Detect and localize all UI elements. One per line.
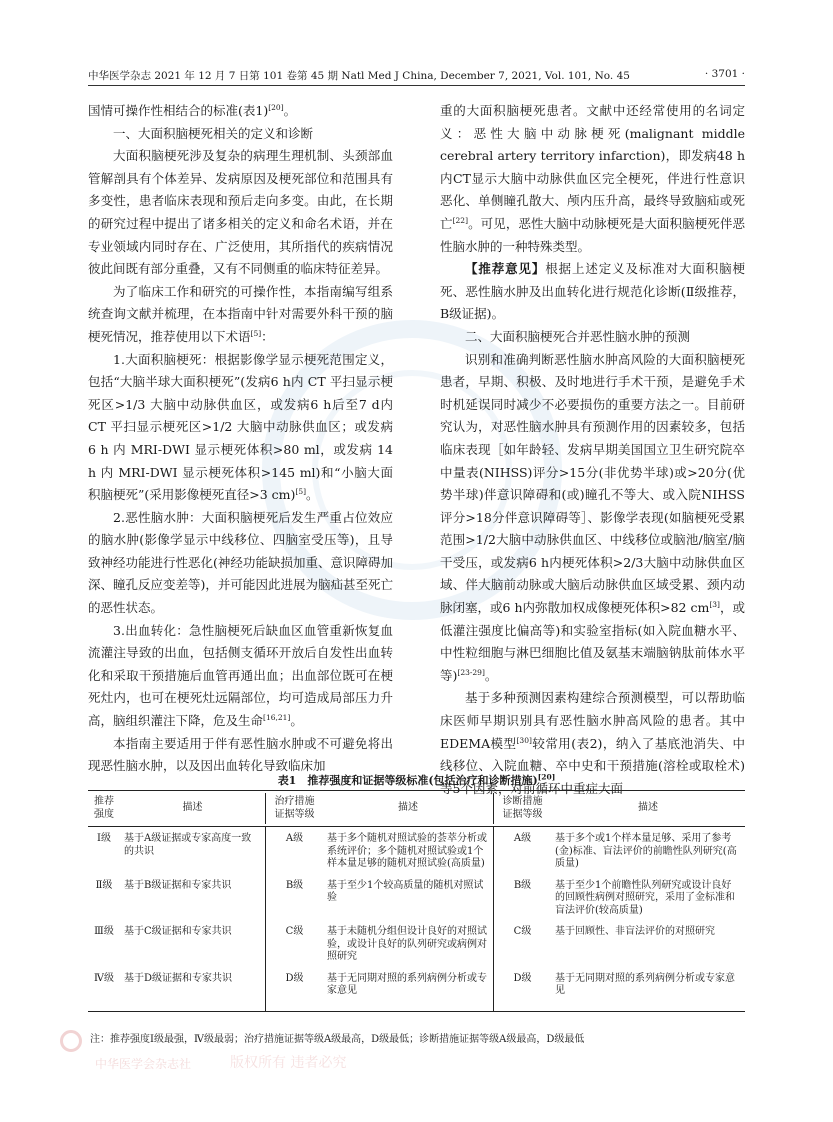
paragraph: 国情可操作性相结合的标准(表1)[20]。 xyxy=(88,102,297,118)
running-header xyxy=(88,68,745,86)
table-row xyxy=(88,920,745,967)
definition-hemorrhagic-transformation: 3.出血转化：急性脑梗死后缺血区血管重新恢复血流灌注导致的出血，包括侧支循环开放后自发性出血转化和采取干预措施后血管再通出血；出血部位既可在梗死灶内，也可在梗死灶远隔部位，均可造成局部压力升高，脑组织灌注下降，危及生命[16,21]。 xyxy=(88,622,393,729)
page-number: · 3701 · xyxy=(704,68,745,80)
paragraph: 重的大面积脑梗死患者。文献中还经常使用的名词定义：恶性大脑中动脉梗死(malignant middle cerebral artery territory infarction)，即发病48 h内CT显示大脑中动脉供血区完全梗死，伴进行性意识恶化、单侧瞳孔散大、颅内压升高，最终导致脑疝或死亡[22]。可见，恶性大脑中动脉梗死是大面积脑梗死伴恶性脑水肿的一种特殊类型。 xyxy=(440,103,745,254)
table-cell: 基于多个或1个样本量足够、采用了参考(金)标准、盲法评价的前瞻性队列研究(高质量) xyxy=(555,833,737,869)
table-cell: 基于A级证据或专家高度一致的共识 xyxy=(124,833,252,857)
table-cell: C级 xyxy=(493,920,551,967)
table-cell: 基于至少1个前瞻性队列研究或设计良好的回顾性病例对照研究，采用了金标准和盲法评价(较高质量) xyxy=(555,879,735,916)
table-cell: C级 xyxy=(265,920,323,967)
table-cell: Ⅰ级 xyxy=(97,833,111,844)
left-column xyxy=(88,100,393,778)
table-cell: Ⅳ级 xyxy=(94,972,114,984)
table-row xyxy=(88,827,745,874)
column-header: 描述 xyxy=(638,802,658,814)
section-heading-1: 一、大面积脑梗死相关的定义和诊断 xyxy=(113,125,314,141)
table-cell: 基于B级证据和专家共识 xyxy=(124,879,232,891)
table-header-row xyxy=(88,791,745,827)
table-row xyxy=(88,967,745,1011)
table-cell: B级 xyxy=(265,874,323,921)
publisher-watermark: 中华医学会杂志社 xyxy=(95,1057,192,1071)
table-cell: Ⅱ级 xyxy=(95,879,113,891)
table-cell: 基于回顾性、非盲法评价的对照研究 xyxy=(555,926,715,937)
right-column xyxy=(440,100,745,800)
table-note: 注：推荐强度Ⅰ级最强，Ⅳ级最弱；治疗措施证据等级A级最高，D级最低；诊断措施证据等级A级最高，D级最低 xyxy=(90,1034,585,1045)
table-cell: A级 xyxy=(265,827,323,874)
paragraph: 识别和准确判断恶性脑水肿高风险的大面积脑梗死患者，早期、积极、及时地进行手术干预，是避免手术时机延误同时减少不必要损伤的重要方法之一。目前研究认为，对恶性脑水肿具有预测作用的因素较多，包括临床表现［如年龄轻、发病早期美国国立卫生研究院卒中量表(NIHSS)评分>15分(非优势半球)或>20分(优势半球)伴意识障碍和(或)瞳孔不等大、或入院NIHSS评分>18分伴意识障碍等］、影像学表现(如脑梗死受累范围>1/2大脑中动脉供血区、中线移位或脑池/脑室/脑干受压，或发病6 h内梗死体积>2/3大脑中动脉供血区域、伴大脑前动脉或大脑后动脉供血区域受累、颈内动脉闭塞，或6 h内弥散加权成像梗死体积>82 cm[3]，或低灌注强度比偏高等)和实验室指标(如入院血糖水平、中性粒细胞与淋巴细胞比值及氨基末端脑钠肽前体水平等)[23-29]。 xyxy=(440,351,745,683)
column-header: 治疗措施证据等级 xyxy=(265,793,323,824)
table-cell: D级 xyxy=(493,967,551,1011)
table-cell: 基于无同期对照的系列病例分析或专家意见 xyxy=(555,972,735,996)
definition-large-infarction: 1.大面积脑梗死：根据影像学显示梗死范围定义，包括“大脑半球大面积梗死”(发病6 h内 CT 平扫显示梗死区>1/3 大脑中动脉供血区，或发病6 h后至7 d内 CT 平扫显示梗死区>1/2 大脑中动脉供血区；或发病 6 h 内 MRI-DWI 显示梗死体积>80 ml，或发病 14 h 内 MRI-DWI 显示梗死体积>145 ml)和“小脑大面积脑梗死”(采用影像梗死直径>3 cm)[5]。 xyxy=(88,351,393,503)
section-heading-2: 二、大面积脑梗死合并恶性脑水肿的预测 xyxy=(465,328,691,344)
evidence-table xyxy=(88,790,745,1012)
paragraph: 大面积脑梗死涉及复杂的病理生理机制、头颈部血管解剖具有个体差异、发病原因及梗死部位和范围具有多变性，患者临床表现和预后走向多变。由此，在长期的研究过程中提出了诸多相关的定义和命名术语，并在专业领域内同时存在、广泛使用，其所指代的疾病情况彼此间既有部分重叠，又有不同侧重的临床特征差异。 xyxy=(88,148,393,277)
table-cell: Ⅲ级 xyxy=(94,926,114,937)
table-cell: 基于未随机分组但设计良好的对照试验，或设计良好的队列研究或病例对照研究 xyxy=(327,926,487,962)
recommendation: 【推荐意见】根据上述定义及标准对大面积脑梗死、恶性脑水肿及出血转化进行规范化诊断(Ⅱ级推荐，B级证据)。 xyxy=(440,261,745,322)
column-header: 描述 xyxy=(398,802,418,814)
table-cell: 基于多个随机对照试验的荟萃分析或系统评价；多个随机对照试验或1个样本量足够的随机对照试验(高质量) xyxy=(327,833,487,869)
paragraph: 为了临床工作和研究的可操作性，本指南编写组系统查询文献并梳理，在本指南中针对需要外科干预的脑梗死情况，推荐使用以下术语[5]： xyxy=(88,283,393,344)
table-cell: 基于无同期对照的系列病例分析或专家意见 xyxy=(327,972,487,996)
paragraph: 本指南主要适用于伴有恶性脑水肿或不可避免将出现恶性脑水肿，以及因出血转化导致临床加 xyxy=(88,735,393,774)
publisher-logo-icon xyxy=(60,1030,82,1052)
definition-malignant-edema: 2.恶性脑水肿：大面积脑梗死后发生严重占位效应的脑水肿(影像学显示中线移位、四脑室受压等)，且导致神经功能进行性恶化(神经功能缺损加重、意识障碍加深、瞳孔反应变差等)，并可能因此进展为脑疝甚至死亡的恶性状态。 xyxy=(88,509,393,616)
paragraph: 基于多种预测因素构建综合预测模型，可以帮助临床医师早期识别具有恶性脑水肿高风险的患者。其中EDEMA模型[30]较常用(表2)，纳入了基底池消失、中线移位、入院血糖、卒中史和干预措施(溶栓或取栓术)等5个因素，对前循环中重症大面 xyxy=(440,690,745,796)
table-cell: 基于至少1个较高质量的随机对照试验 xyxy=(327,879,484,903)
table-caption: 表1 推荐强度和证据等级标准(包括治疗和诊断措施)[20] xyxy=(277,772,556,787)
table-cell: 基于C级证据和专家共识 xyxy=(124,926,232,937)
copyright-watermark: 版权所有 违者必究 xyxy=(230,1055,347,1071)
table-cell: B级 xyxy=(493,874,551,921)
column-header: 描述 xyxy=(182,802,203,814)
table-cell: A级 xyxy=(493,827,551,874)
column-header: 诊断措施证据等级 xyxy=(493,793,551,824)
table-cell: D级 xyxy=(265,967,323,1011)
table-row xyxy=(88,874,745,921)
table-cell: 基于D级证据和专家共识 xyxy=(124,972,233,984)
column-header: 推荐强度 xyxy=(94,796,114,820)
journal-citation: 中华医学杂志 2021 年 12 月 7 日第 101 卷第 45 期 Natl Med J China, December 7, 2021, Vol. 101, No. 45 xyxy=(88,70,630,82)
